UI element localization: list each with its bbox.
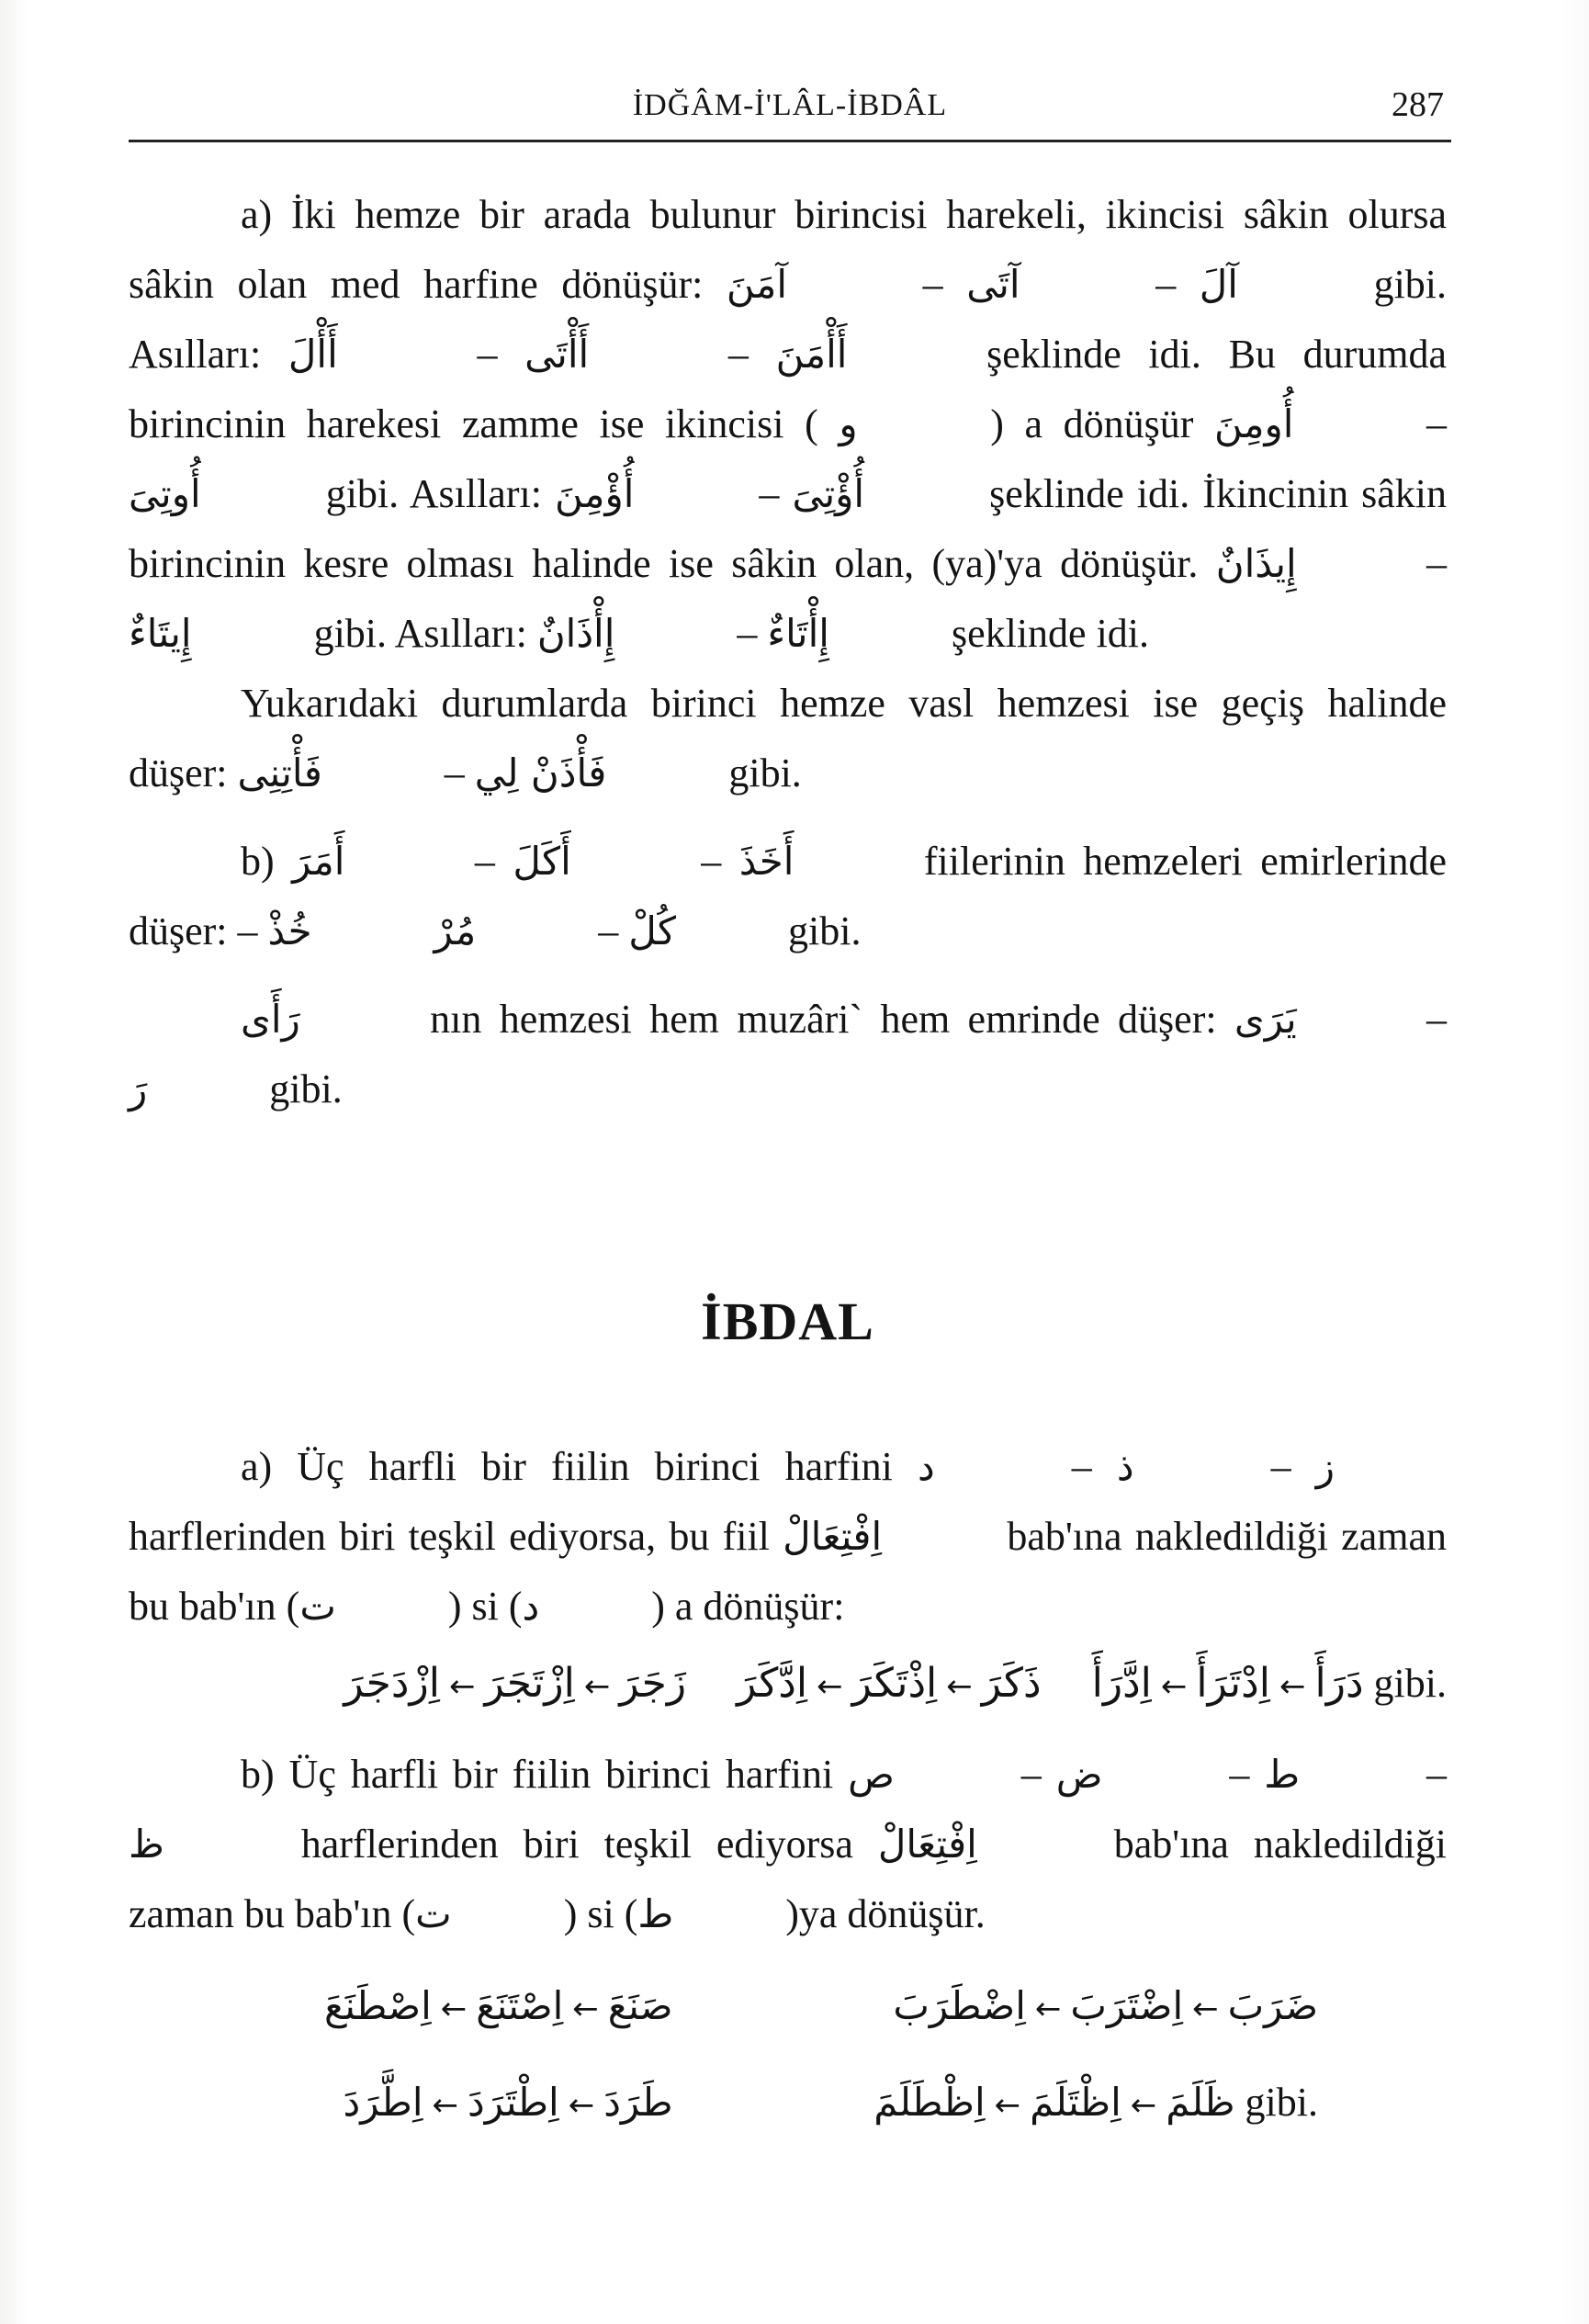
- arabic-word: ضَرَبَ: [1227, 1983, 1318, 2028]
- text-run: fiilerinin hemzeleri emirlerinde düşer:: [129, 839, 1447, 953]
- arrow-left-icon: ←: [448, 1668, 476, 1705]
- text-run: ) si (: [447, 1584, 523, 1629]
- ibdal-paragraph-b: b) Üç harfli bir fiilin birinci harfini ص – ض – ط – ظ harflerinden biri teşkil ediyorsa اِفْتِعَالْ bab'ına nakledildiği zaman bu bab'ın (ت ) si (ط )ya dönüşür.: [129, 1752, 1448, 1936]
- example-row: [802, 2060, 1319, 2148]
- text-run: bab'ına nakledildiği zaman bu bab'ın (: [129, 1822, 1448, 1936]
- arabic-word: اِظْطَلَمَ: [873, 2080, 986, 2125]
- arabic-word: أَأْمَنَ: [775, 332, 848, 377]
- arabic-word: دَرَأَ: [1314, 1660, 1364, 1707]
- arabic-letter: ت: [415, 1891, 452, 1936]
- text-run: b) Üç harfli bir fiilin birinci harfini: [241, 1752, 834, 1797]
- arabic-letter: ت: [299, 1584, 336, 1629]
- arabic-word: إِيذَانٌ: [1215, 541, 1297, 586]
- text-run: şeklinde idi. İkincinin sâkin birincinin kesre olması halinde ise sâkin olan, (ya)'ya dönüşür.: [129, 471, 1448, 586]
- text-run: b): [241, 839, 275, 884]
- arabic-word: ذَكَرَ: [981, 1660, 1042, 1707]
- arabic-letter: و: [839, 401, 858, 446]
- arrow-left-icon: ←: [994, 2087, 1021, 2124]
- arabic-word: آتَى: [966, 262, 1020, 307]
- arabic-word: آمَنَ: [726, 262, 788, 307]
- arabic-letter: د: [917, 1444, 935, 1489]
- arabic-letter: ض: [1055, 1752, 1103, 1797]
- text-run: harflerinden biri teşkil ediyorsa, bu fiil: [129, 1514, 770, 1559]
- text-run: gibi.: [1373, 1661, 1447, 1706]
- arabic-word: اِضْتَرَبَ: [1070, 1983, 1184, 2028]
- arabic-word: اِصْتَنَعَ: [476, 1983, 564, 2028]
- ibdal-examples-b: [129, 1964, 1447, 2148]
- arabic-letter: ظ: [129, 1822, 164, 1867]
- text-run: a) Üç harfli bir fiilin birinci harfini: [241, 1444, 893, 1489]
- text-run: şeklinde idi. Bu durumda birincinin harekesi zamme ise ikincisi (: [129, 332, 1448, 446]
- spacer: [129, 966, 1447, 985]
- running-header: [129, 83, 1451, 142]
- arabic-word: أَأْتَى: [524, 332, 590, 377]
- arrow-left-icon: ←: [572, 1991, 599, 2027]
- arabic-word: رَ: [129, 1066, 148, 1111]
- header-title: İDĞÂM-İ'LÂL-İBDÂL: [632, 88, 948, 122]
- arabic-letter: ز: [1315, 1444, 1335, 1489]
- page-number: 287: [1392, 85, 1444, 124]
- arabic-word: اِزْتَجَرَ: [484, 1660, 575, 1707]
- idgam-paragraph-b: b) أَمَرَ – أَكَلَ – أَخَذَ fiilerinin hemzeleri emirlerinde düşer: – خُذْ مُرْ – كُلْ gibi.: [129, 839, 1447, 953]
- arrow-left-icon: ←: [568, 2087, 595, 2124]
- arabic-word: فَأْتِنِى: [237, 750, 322, 795]
- text-run: şeklinde idi.: [951, 611, 1150, 656]
- arabic-word: آلَ: [1199, 262, 1238, 307]
- arabic-letter: ص: [848, 1752, 895, 1797]
- arabic-word: مُرْ: [434, 908, 477, 953]
- arrow-left-icon: ←: [1034, 1991, 1062, 2027]
- arabic-word: أُؤْتِىَ: [792, 471, 865, 516]
- idgam-paragraph-vasl: Yukarıdaki durumlarda birinci hemze vasl hemzesi ise geçiş halinde düşer: فَأْتِنِى – فَأْذَنْ لِي gibi.: [129, 681, 1447, 795]
- arabic-word: فَأْذَنْ لِي: [474, 750, 607, 795]
- arrow-left-icon: ←: [1279, 1668, 1306, 1705]
- page-body: [129, 180, 1447, 2148]
- text-run: ) a dönüşür:: [651, 1584, 845, 1629]
- arabic-word: أَمَرَ: [292, 839, 345, 884]
- arabic-word: إِأْتَاءٌ: [767, 611, 829, 656]
- arabic-word: خُذْ: [267, 908, 312, 953]
- text-run: gibi. Asılları:: [129, 262, 1448, 377]
- text-run: ) si (: [563, 1891, 638, 1936]
- arrow-left-icon: ←: [1192, 1991, 1219, 2027]
- arrow-left-icon: ←: [1130, 2087, 1157, 2124]
- arabic-word: اِدْتَرَأَ: [1196, 1660, 1270, 1707]
- arrow-left-icon: ←: [583, 1668, 611, 1705]
- arabic-word: اِدَّرَأَ: [1091, 1660, 1152, 1707]
- spacer: [129, 1124, 1447, 1285]
- arabic-word: يَرَى: [1234, 997, 1297, 1042]
- arabic-word: أَخَذَ: [738, 839, 794, 884]
- text-run: gibi. Asılları:: [325, 471, 542, 516]
- arabic-word: اِضْطَرَبَ: [893, 1983, 1026, 2028]
- arabic-word: أَأْلَ: [287, 332, 338, 377]
- arabic-word: أُؤْمِنَ: [554, 471, 635, 516]
- ibdal-examples-a: [129, 1641, 1447, 1729]
- idgam-paragraph-a: a) İki hemze bir arada bulunur birincisi harekeli, ikincisi sâkin olursa sâkin olan med harfine dönüşür: آمَنَ – آتَى – آلَ gibi. Asılları: أَأْلَ – أَأْتَى – أَأْمَنَ şeklinde idi. Bu durumda birincinin harekesi zamme ise ikincisi ( و ) a dönüşür أُومِنَ – أُوتِىَ gibi. Asılları: أُؤْمِنَ – أُؤْتِىَ şeklinde idi. İkincinin sâkin birincinin kesre olması halinde ise sâkin olan, (ya)'ya dönüşür. إِيذَانٌ – إِيتَاءٌ gibi. Asılları: إِأْذَانٌ – إِأْتَاءٌ şeklinde idi.: [129, 192, 1448, 656]
- arabic-word: اِزْدَجَرَ: [344, 1660, 440, 1707]
- arabic-word: إِأْذَانٌ: [536, 611, 615, 656]
- example-row: [211, 1964, 728, 2051]
- arabic-word: اِطْتَرَدَ: [468, 2080, 559, 2125]
- arabic-word: ظَلَمَ: [1166, 2080, 1235, 2125]
- arabic-word: اِفْتِعَالْ: [783, 1514, 883, 1559]
- arabic-word: طَرَدَ: [603, 2080, 673, 2125]
- arabic-letter: ط: [637, 1891, 674, 1936]
- text-run: gibi.: [728, 750, 802, 795]
- arrow-left-icon: ←: [946, 1668, 973, 1705]
- text-run: nın hemzesi hem muzâri` hem emrinde düşer:: [430, 997, 1217, 1042]
- arabic-letter: د: [522, 1584, 540, 1629]
- section-title-ibdal: İBDAL: [701, 1292, 874, 1351]
- arabic-word: أُومِنَ: [1213, 401, 1294, 446]
- arabic-word: اِدَّكَرَ: [737, 1660, 808, 1707]
- arrow-left-icon: ←: [1160, 1668, 1188, 1705]
- text-run: ) a dönüşür: [990, 401, 1194, 446]
- text-run: )ya dönüşür.: [785, 1891, 986, 1936]
- arabic-word: أُوتِىَ: [129, 471, 201, 516]
- text-run: gibi.: [269, 1066, 343, 1111]
- text-run: a) İki hemze bir arada bulunur birincisi harekeli, ikincisi sâkin olursa sâkin olan med harfine dönüşür:: [129, 192, 1447, 307]
- arabic-word: صَنَعَ: [607, 1983, 673, 2028]
- text-run: bab'ına nakledildiği zaman bu bab'ın (: [129, 1514, 1447, 1629]
- arabic-word: كُلْ: [628, 908, 677, 953]
- arrow-left-icon: ←: [432, 2087, 459, 2124]
- example-row: [802, 1964, 1319, 2051]
- idgam-paragraph-raa: رَأَى nın hemzesi hem muzâri` hem emrinde düşer: يَرَى – رَ gibi.: [129, 997, 1448, 1111]
- arrow-left-icon: ←: [817, 1668, 843, 1705]
- arabic-letter: ذ: [1116, 1444, 1134, 1489]
- arabic-word: إِيتَاءٌ: [129, 611, 192, 656]
- spacer: [129, 808, 1447, 827]
- ibdal-paragraph-a: a) Üç harfli bir fiilin birinci harfini د – ذ – ز harflerinden biri teşkil ediyorsa, bu fiil اِفْتِعَالْ bab'ına nakledildiği zaman bu bab'ın (ت ) si (د ) a dönüşür:: [129, 1444, 1447, 1629]
- arabic-word: زَجَرَ: [619, 1660, 687, 1707]
- arabic-word: اِصْطَنَعَ: [323, 1983, 432, 2028]
- text-run: gibi. Asılları:: [313, 611, 527, 656]
- text-run: harflerinden biri teşkil ediyorsa: [300, 1822, 853, 1867]
- arabic-word: رَأَى: [241, 997, 300, 1042]
- arabic-word: أَكَلَ: [513, 839, 571, 884]
- arabic-word: اِفْتِعَالْ: [877, 1822, 977, 1867]
- example-row: [211, 2060, 728, 2148]
- arabic-letter: ط: [1264, 1752, 1301, 1797]
- text-run: Yukarıdaki durumlarda birinci hemze vasl hemzesi ise geçiş halinde düşer:: [129, 681, 1447, 795]
- arabic-word: اِظْتَلَمَ: [1030, 2080, 1121, 2125]
- arrow-left-icon: ←: [440, 1991, 468, 2027]
- arabic-word: اِطَّرَدَ: [343, 2080, 423, 2125]
- text-run: gibi.: [1245, 2080, 1318, 2125]
- text-run: gibi.: [788, 908, 862, 953]
- arabic-word: اِذْتَكَرَ: [851, 1660, 938, 1707]
